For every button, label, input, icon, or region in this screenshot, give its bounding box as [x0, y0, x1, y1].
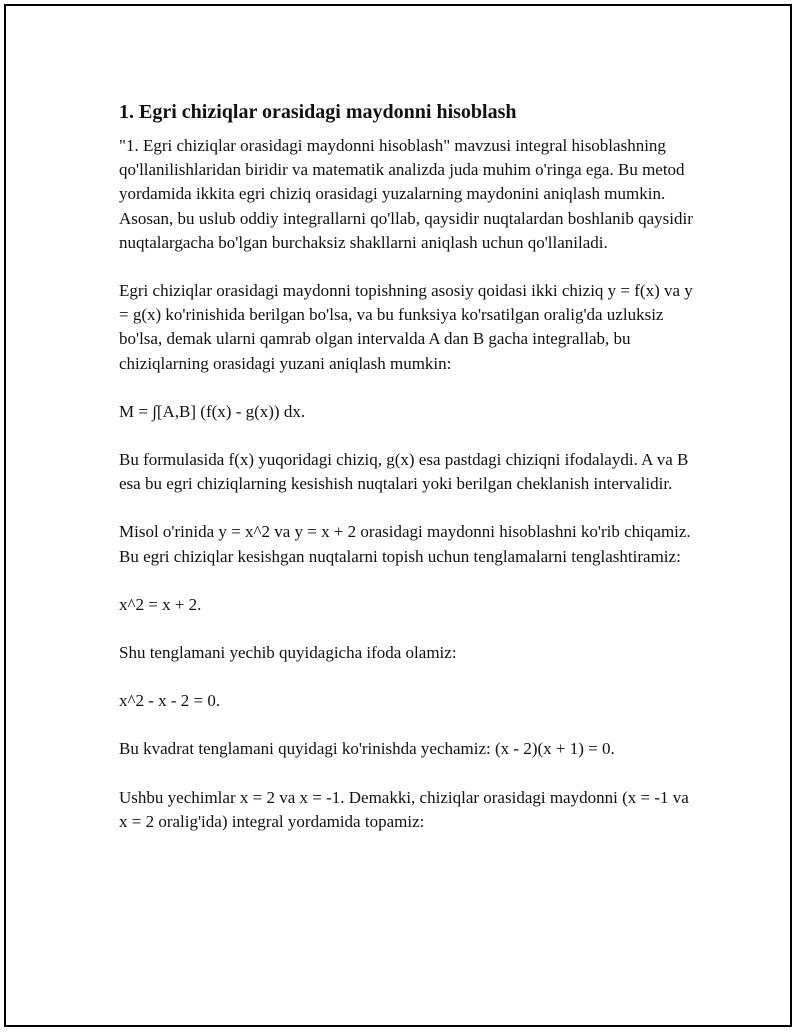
paragraph-equation-1: x^2 = x + 2. — [119, 594, 202, 614]
page-frame — [4, 4, 792, 1027]
paragraph-factor: Bu kvadrat tenglamani quyidagi ko'rinishda yechamiz: (x - 2)(x + 1) = 0. — [119, 739, 615, 759]
paragraph-solutions: Ushbu yechimlar x = 2 va x = -1. Demakki, chiziqlar orasidagi maydonni (x = -1 va x = 2 oralig'ida) integral yordamida topamiz: — [119, 787, 689, 831]
paragraph-intro: "1. Egri chiziqlar orasidagi maydonni hisoblash" mavzusi integral hisoblashning qo'llanilishlaridan biridir va matematik analizda juda muhim o'ringa ega. Bu metod yordamida ikkita egri chiziq orasidagi yuzalarning maydonini aniqlash mumkin. Asosan, bu uslub oddiy integrallarni qo'llab, qaysidir nuqtalardan boshlanib qaysidir nuqtalargacha bo'lgan burchaksiz shakllarni aniqlash uchun qo'llaniladi. — [119, 136, 693, 252]
paragraph-formula: M = ∫[A,B] (f(x) - g(x)) dx. — [119, 401, 306, 421]
paragraph-formula-explanation: Bu formulasida f(x) yuqoridagi chiziq, g(x) esa pastdagi chiziqni ifodalaydi. A va B esa bu egri chiziqlarning kesishish nuqtalari yoki berilgan cheklanish intervalidir. — [119, 450, 689, 494]
paragraph-rule: Egri chiziqlar orasidagi maydonni topishning asosiy qoidasi ikki chiziq y = f(x) va y = g(x) ko'rinishida berilgan bo'lsa, va bu funksiya ko'rsatilgan oralig'da uzluksiz bo'lsa, demak ularni qamrab olgan intervalda A dan B gacha integrallab, bu chiziqlarning orasidagi yuzani aniqlash mumkin: — [119, 281, 693, 373]
paragraph-equation-2: x^2 - x - 2 = 0. — [119, 691, 221, 711]
paragraph-example: Misol o'rinida y = x^2 va y = x + 2 orasidagi maydonni hisoblashni ko'rib chiqamiz. Bu egri chiziqlar kesishgan nuqtalarni topish uchun tenglamalarni tenglashtiramiz: — [119, 522, 691, 566]
section-heading: 1. Egri chiziqlar orasidagi maydonni hisoblash — [119, 101, 517, 123]
document-body — [119, 98, 695, 858]
paragraph-solve: Shu tenglamani yechib quyidagicha ifoda olamiz: — [119, 643, 457, 663]
